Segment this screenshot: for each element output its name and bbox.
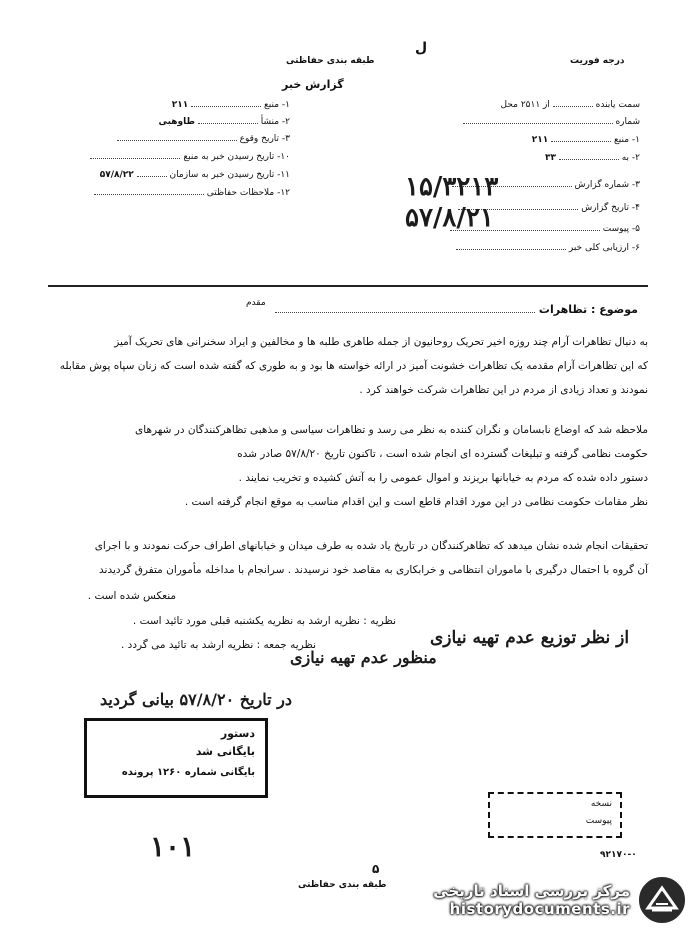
right-field-source: ۱- منبع ۲۱۱ — [531, 135, 640, 145]
book-logo-icon — [636, 874, 688, 926]
bottom-right-stamp-line1: نسخه — [590, 799, 612, 809]
left-field-11: ۱۱- تاریخ رسیدن خبر به سازمان ۵۷/۸/۲۲ — [99, 170, 290, 180]
urgency-label: درجه فوریت — [570, 56, 625, 66]
body-line-9: آن گروه با احتمال درگیری با ماموران انتظامی و خرابکاری به مقاصد خود نرسیدند . سرانجام با مداخله مأموران متفرق گردیدند — [99, 564, 648, 576]
history-documents-watermark — [433, 874, 688, 926]
right-field-report-number: ۳- شماره گزارش — [420, 180, 640, 190]
body-line-6: دستور داده شده که مردم به خیابانها بریزند و اموال عمومی را به آتش کشیده و تخریب نمایند . — [238, 472, 648, 484]
body-line-5: حکومت نظامی گرفته و تبلیغات گسترده ای انجام شده است ، تاکنون تاریخ ۵۷/۸/۲۰ صادر شده — [237, 448, 648, 460]
bottom-right-stamp — [488, 792, 622, 838]
right-field-attachment: ۵- پیوست — [420, 224, 640, 234]
body-line-1: به دنبال تظاهرات آرام چند روزه اخیر تحریک روحانیون از جمله طاهری طلبه ها و مخالفین و ایراد سخنرانی های تحریک آمیز — [114, 336, 648, 348]
right-field-report-date: ۴- تاریخ گزارش — [420, 203, 640, 213]
footer-form-number: ۹۲۱۷۰-۰ — [600, 850, 637, 860]
handwritten-note-1: منظور عدم تهیه نیازی — [290, 648, 437, 667]
body-line-4: ملاحظه شد که اوضاع نابسامان و نگران کننده به نظر می رسد و تظاهرات سیاسی و مذهبی تظاهرکنندگان در شهرهای — [135, 424, 648, 436]
left-field-3: ۳- تاریخ وقوع — [60, 134, 290, 144]
right-field-number: شماره — [420, 117, 640, 127]
left-field-12: ۱۲- ملاحظات حفاظتی — [60, 188, 290, 198]
handwritten-page-number: ۱۰۱ — [150, 830, 196, 863]
archive-stamp-line1: دستور — [220, 727, 255, 740]
handwritten-margin-note: از نظر توزیع عدم تهیه نیازی — [430, 628, 630, 648]
body-line-10: منعکس شده است . — [87, 590, 176, 602]
org-classification-title: طبقه بندی حفاظتی — [286, 56, 375, 66]
handwritten-report-number: ۱۵/۳۲۱۳ — [405, 172, 499, 202]
body-line-12: نظریه جمعه : نظریه ارشد به تائید می گردد . — [120, 639, 316, 651]
body-line-3: نمودند و تعداد زیادی از مردم در این تظاهرات شرکت خواهند کرد . — [359, 384, 648, 396]
body-line-11: نظریه : نظریه ارشد به نظریه یکشنبه قبلی مورد تائید است . — [132, 615, 396, 627]
watermark-url: historydocuments.ir — [449, 900, 630, 918]
subject-line: موضوع : تظاهرات — [200, 303, 638, 316]
handwritten-note-2: در تاریخ ۵۷/۸/۲۰ بیانی گردید — [100, 690, 292, 709]
bottom-right-stamp-line2: پیوست — [585, 816, 612, 826]
watermark-name: مرکز بررسی اسناد تاریخی — [433, 882, 630, 900]
watermark-text — [433, 882, 630, 918]
archive-stamp — [84, 718, 268, 798]
report-title: گزارش خبر — [282, 78, 344, 91]
right-field-evaluation: ۶- ارزیابی کلی خبر — [420, 243, 640, 253]
left-field-1: ۱- منبع ۲۱۱ — [171, 100, 290, 110]
right-field-to: ۲- به ۳۳ — [544, 153, 640, 163]
left-field-10: ۱۰- تاریخ رسیدن خبر به منبع — [60, 152, 290, 162]
header-divider — [48, 285, 648, 287]
left-field-2: ۲- منشأ طاوهبی — [158, 117, 290, 127]
archive-stamp-line2: بایگانی شد — [195, 745, 255, 758]
body-line-7: نظر مقامات حکومت نظامی در این مورد اقدام قاطع است و این اقدام مناسب به موقع انجام گرفته است . — [184, 496, 648, 508]
top-mark: ل — [415, 40, 428, 56]
body-line-2: که این تظاهرات آرام مقدمه یک تظاهرات خشونت آمیز در ارائه خواسته ها بود و به طوری که گفته شده است که زنان سپاه پوش مقابله — [59, 360, 648, 372]
footer-org-title: طبقه بندی حفاظتی — [298, 880, 387, 890]
handwritten-report-date: ۵۷/۸/۲۱ — [405, 203, 494, 233]
subject-side-stamp: مقدم — [246, 298, 266, 308]
body-line-8: تحقیقات انجام شده نشان میدهد که تظاهرکنندگان در تاریخ یاد شده به طرف میدان و خیابانهای اطراف حرکت نمودند و با اجرای — [94, 540, 648, 552]
right-field-unit: سمت یابنده از ۲۵۱۱ محل — [500, 100, 640, 110]
archive-stamp-line3: بایگانی شماره ۱۲۶۰ پرونده — [121, 767, 255, 778]
footer-mark: ۵ — [372, 862, 380, 876]
